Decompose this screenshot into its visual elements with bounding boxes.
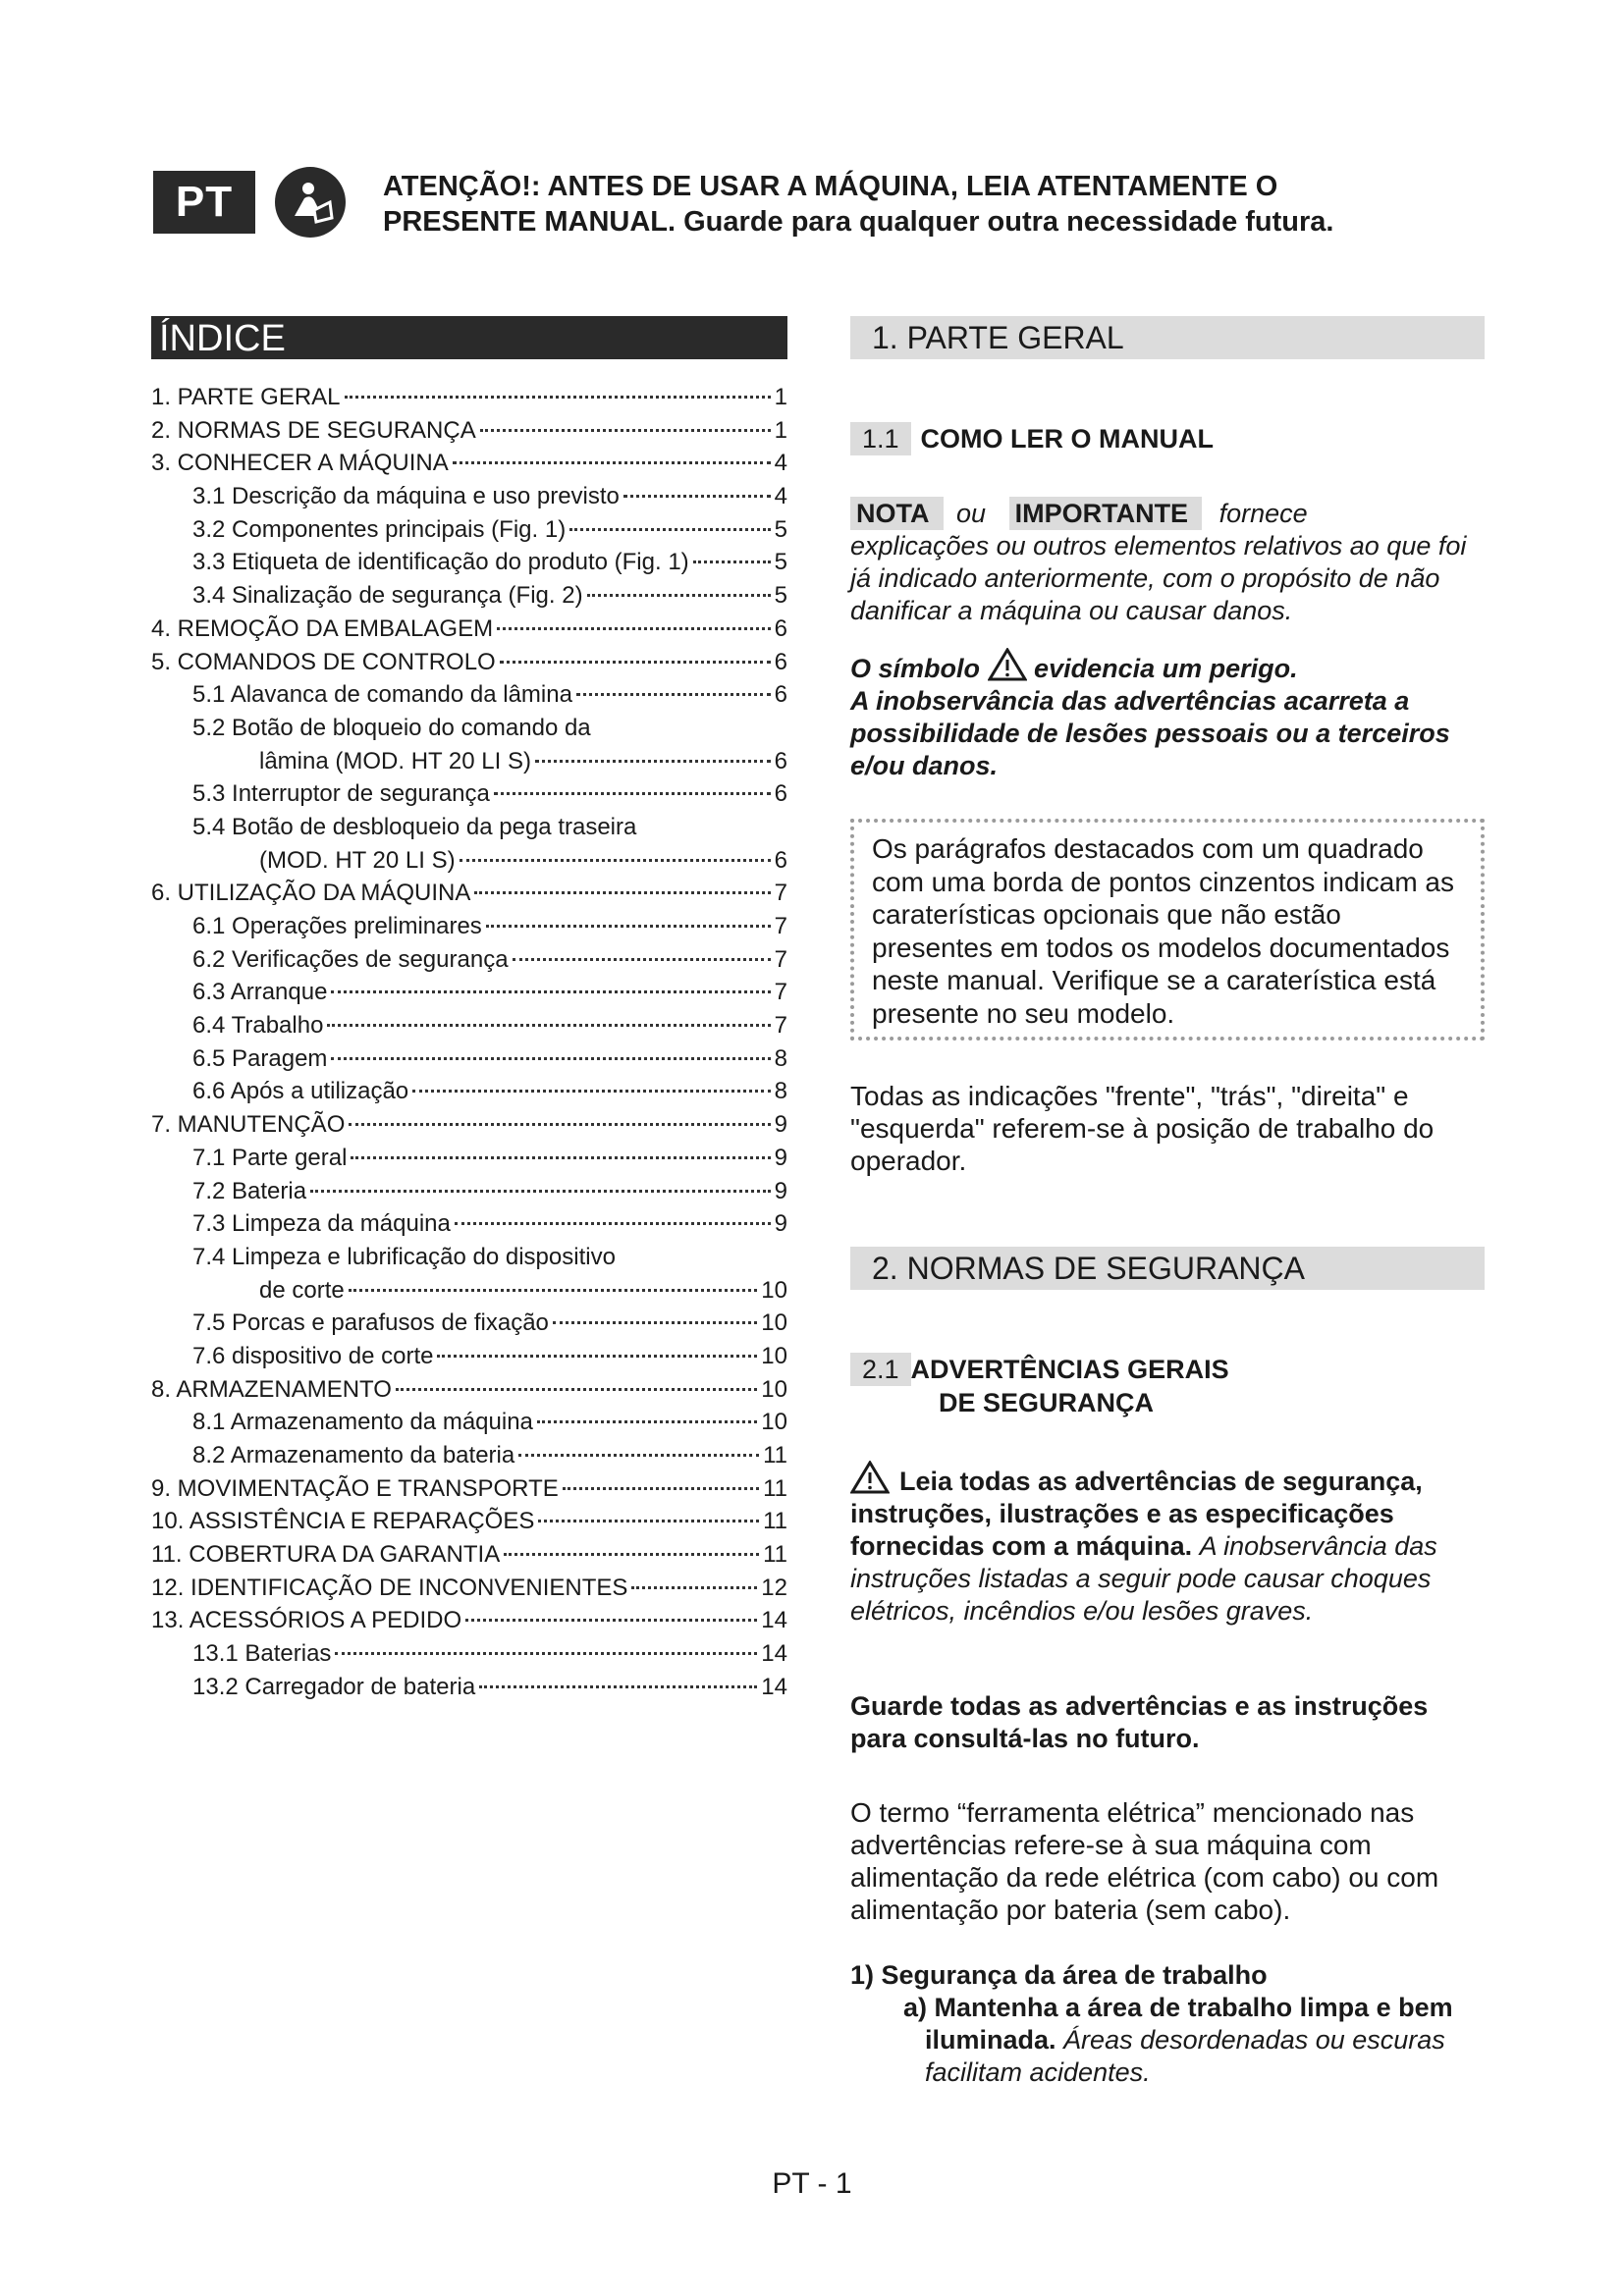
symbol-text: A inobservância das advertências acarreta a possibilidade de lesões pessoais ou a terceiros e/ou danos. xyxy=(850,686,1450,780)
toc-label: 5. COMANDOS DE CONTROLO xyxy=(151,648,496,675)
toc-label: 8. ARMAZENAMENTO xyxy=(151,1375,392,1403)
toc-page-number: 6 xyxy=(774,614,787,642)
toc-item xyxy=(151,1439,787,1472)
toc-page-number: 6 xyxy=(774,846,787,874)
toc-page-number: 9 xyxy=(774,1210,787,1238)
toc-label: 3.3 Etiqueta de identificação do produto (Fig. 1) xyxy=(192,549,689,576)
read-manual-icon xyxy=(275,167,346,238)
toc-leader-dots xyxy=(497,627,771,630)
toc-leader-dots xyxy=(693,561,771,563)
toc-page-number: 6 xyxy=(774,648,787,675)
toc-label: 6. UTILIZAÇÃO DA MÁQUINA xyxy=(151,880,471,907)
toc-leader-dots xyxy=(396,1388,757,1391)
toc-label: 12. IDENTIFICAÇÃO DE INCONVENIENTES xyxy=(151,1574,628,1601)
toc-item xyxy=(151,745,787,778)
table-of-contents xyxy=(151,381,787,1704)
toc-item xyxy=(151,1505,787,1538)
toc-page-number: 14 xyxy=(761,1640,787,1668)
toc-page-number: 10 xyxy=(761,1309,787,1337)
toc-item xyxy=(151,678,787,712)
section-2-title: 2. NORMAS DE SEGURANÇA xyxy=(850,1247,1485,1290)
toc-page-number: 5 xyxy=(774,582,787,610)
toc-leader-dots xyxy=(537,1420,757,1423)
header-line-2: PRESENTE MANUAL. Guarde para qualquer outra necessidade futura. xyxy=(383,206,1334,238)
toc-item xyxy=(151,546,787,579)
toc-label: 7.1 Parte geral xyxy=(192,1144,348,1171)
toc-page-number: 5 xyxy=(774,515,787,543)
toc-item xyxy=(151,1075,787,1108)
work-area-safety xyxy=(850,1959,1485,2089)
toc-item xyxy=(151,1207,787,1241)
toc-page-number: 7 xyxy=(774,945,787,973)
toc-label: 11. COBERTURA DA GARANTIA xyxy=(151,1541,501,1569)
toc-label: 13.2 Carregador de bateria xyxy=(192,1673,476,1700)
toc-label: 3.4 Sinalização de segurança (Fig. 2) xyxy=(192,582,583,610)
keep-instructions-paragraph xyxy=(850,1690,1485,1755)
toc-leader-dots xyxy=(513,958,771,961)
toc-leader-dots xyxy=(351,1156,770,1159)
toc-leader-dots xyxy=(310,1190,771,1193)
toc-page-number: 11 xyxy=(763,1442,787,1468)
toc-item xyxy=(151,976,787,1009)
toc-leader-dots xyxy=(587,594,771,597)
directions-text: Todas as indicações "frente", "trás", "direita" e "esquerda" referem-se à posição de trabalho do operador. xyxy=(850,1081,1435,1176)
toc-leader-dots xyxy=(331,990,770,993)
toc-leader-dots xyxy=(465,1619,757,1622)
toc-leader-dots xyxy=(623,495,771,498)
toc-page-number: 10 xyxy=(761,1276,787,1304)
toc-page-number: 8 xyxy=(774,1044,787,1072)
toc-item xyxy=(151,1274,787,1308)
section-1-title: 1. PARTE GERAL xyxy=(850,316,1485,359)
toc-item xyxy=(151,1009,787,1042)
toc-item xyxy=(151,943,787,977)
toc-item xyxy=(151,1142,787,1175)
toc-label: lâmina (MOD. HT 20 LI S) xyxy=(259,747,531,774)
toc-label: 5.3 Interruptor de segurança xyxy=(192,780,490,808)
warning-triangle-icon xyxy=(850,1461,890,1494)
toc-leader-dots xyxy=(535,760,771,763)
optional-features-box xyxy=(850,819,1485,1041)
toc-item xyxy=(151,579,787,613)
symbol-post: evidencia um perigo. xyxy=(1034,654,1298,683)
toc-page-number: 8 xyxy=(774,1078,787,1105)
importante-tag: IMPORTANTE xyxy=(1009,497,1203,530)
toc-item xyxy=(151,844,787,878)
toc-page-number: 6 xyxy=(774,747,787,774)
toc-label: 5.1 Alavanca de comando da lâmina xyxy=(192,681,572,709)
toc-item xyxy=(151,1042,787,1076)
page-number: PT - 1 xyxy=(772,2167,852,2200)
toc-label: de corte xyxy=(259,1276,345,1304)
toc-label: 7.3 Limpeza da máquina xyxy=(192,1210,451,1238)
toc-item xyxy=(151,1538,787,1572)
toc-page-number: 11 xyxy=(763,1541,787,1569)
toc-label: 1. PARTE GERAL xyxy=(151,384,341,410)
note-text: explicações ou outros elementos relativos ao que foi já indicado anteriormente, com o propósito de não danificar a máquina ou causar danos. xyxy=(850,531,1467,625)
hazard-symbol-paragraph xyxy=(850,648,1485,782)
directions-paragraph xyxy=(850,1080,1485,1177)
subsection-number: 1.1 xyxy=(850,422,911,455)
toc-label: 5.2 Botão de bloqueio do comando da xyxy=(192,714,591,741)
toc-item xyxy=(151,811,787,844)
toc-leader-dots xyxy=(576,693,771,696)
toc-leader-dots xyxy=(538,1520,759,1522)
toc-page-number: 6 xyxy=(774,780,787,808)
toc-page-number: 1 xyxy=(774,384,787,410)
toc-leader-dots xyxy=(518,1454,759,1457)
toc-item xyxy=(151,480,787,513)
toc-page-number: 11 xyxy=(763,1474,787,1502)
toc-item xyxy=(151,1241,787,1274)
toc-leader-dots xyxy=(331,1057,770,1060)
toc-page-number: 5 xyxy=(774,549,787,576)
term-text: O termo “ferramenta elétrica” mencionado nas advertências refere-se à sua máquina com alimentação da rede elétrica (com cabo) ou com alimentação por bateria (sem cabo). xyxy=(850,1797,1439,1925)
item-1a-bold: a) Mantenha a área de trabalho limpa e bem iluminada. xyxy=(903,1993,1453,2055)
toc-label: 7.6 dispositivo de corte xyxy=(192,1342,434,1369)
toc-item xyxy=(151,414,787,448)
toc-item xyxy=(151,1307,787,1340)
toc-leader-dots xyxy=(500,661,771,664)
toc-item xyxy=(151,777,787,811)
toc-leader-dots xyxy=(460,859,771,862)
toc-item xyxy=(151,712,787,745)
toc-label: 3.1 Descrição da máquina e uso previsto xyxy=(192,483,620,510)
header-warning xyxy=(383,169,1502,240)
toc-page-number: 7 xyxy=(774,1012,787,1040)
toc-label: 13. ACESSÓRIOS A PEDIDO xyxy=(151,1607,462,1634)
toc-page-number: 7 xyxy=(774,979,787,1006)
toc-leader-dots xyxy=(453,461,771,464)
toc-label: 4. REMOÇÃO DA EMBALAGEM xyxy=(151,614,494,642)
toc-page-number: 9 xyxy=(774,1177,787,1204)
toc-item xyxy=(151,513,787,547)
index-title: ÍNDICE xyxy=(151,316,787,359)
toc-label: 7.5 Porcas e parafusos de fixação xyxy=(192,1309,549,1337)
toc-label: 9. MOVIMENTAÇÃO E TRANSPORTE xyxy=(151,1474,559,1502)
toc-label: 10. ASSISTÊNCIA E REPARAÇÕES xyxy=(151,1508,535,1535)
toc-label: 13.1 Baterias xyxy=(192,1640,332,1668)
symbol-pre: O símbolo xyxy=(850,654,981,683)
subsection-2-1-heading xyxy=(850,1353,1229,1419)
item-1a-italic: Áreas desordenadas ou escuras facilitam acidentes. xyxy=(925,2025,1445,2087)
toc-label: 7.4 Limpeza e lubrificação do dispositivo xyxy=(192,1243,616,1270)
toc-leader-dots xyxy=(455,1222,771,1225)
toc-item xyxy=(151,1572,787,1605)
toc-item xyxy=(151,1671,787,1704)
toc-page-number: 12 xyxy=(761,1574,787,1601)
toc-label: 6.4 Trabalho xyxy=(192,1012,324,1040)
toc-leader-dots xyxy=(349,1289,758,1292)
toc-page-number: 10 xyxy=(761,1409,787,1436)
toc-label: 8.1 Armazenamento da máquina xyxy=(192,1409,533,1436)
toc-leader-dots xyxy=(345,396,771,399)
header-line-1: ATENÇÃO!: ANTES DE USAR A MÁQUINA, LEIA ATENTAMENTE O xyxy=(383,171,1278,202)
toc-item xyxy=(151,1108,787,1142)
language-badge: PT xyxy=(153,171,255,234)
toc-item xyxy=(151,1406,787,1439)
toc-page-number: 4 xyxy=(774,450,787,477)
nota-tag: NOTA xyxy=(850,497,944,530)
toc-leader-dots xyxy=(335,1652,757,1655)
toc-label: 6.1 Operações preliminares xyxy=(192,913,482,939)
toc-page-number: 14 xyxy=(761,1673,787,1700)
toc-page-number: 9 xyxy=(774,1111,787,1139)
subsection-title-1: ADVERTÊNCIAS GERAIS xyxy=(910,1355,1229,1384)
toc-label: 3. CONHECER A MÁQUINA xyxy=(151,450,449,477)
toc-label: 6.5 Paragem xyxy=(192,1044,328,1072)
toc-label: 6.3 Arranque xyxy=(192,979,328,1006)
toc-item xyxy=(151,1373,787,1407)
toc-leader-dots xyxy=(563,1487,759,1490)
keep-text: Guarde todas as advertências e as instruções para consultá-las no futuro. xyxy=(850,1691,1429,1753)
warning-triangle-icon xyxy=(988,648,1027,681)
toc-label: 5.4 Botão de desbloqueio da pega traseira xyxy=(192,813,637,840)
term-paragraph xyxy=(850,1796,1485,1926)
toc-item xyxy=(151,1604,787,1637)
toc-leader-dots xyxy=(479,1685,757,1688)
toc-label: 2. NORMAS DE SEGURANÇA xyxy=(151,416,476,444)
toc-page-number: 1 xyxy=(774,416,787,444)
toc-item xyxy=(151,646,787,679)
ou-word: ou xyxy=(956,499,987,528)
toc-leader-dots xyxy=(474,891,770,894)
toc-leader-dots xyxy=(480,429,771,432)
toc-label: (MOD. HT 20 LI S) xyxy=(259,846,456,874)
toc-leader-dots xyxy=(437,1355,757,1358)
toc-label: 3.2 Componentes principais (Fig. 1) xyxy=(192,515,567,543)
toc-leader-dots xyxy=(412,1090,770,1093)
toc-page-number: 14 xyxy=(761,1607,787,1634)
toc-leader-dots xyxy=(494,792,771,795)
toc-leader-dots xyxy=(327,1024,770,1027)
toc-page-number: 4 xyxy=(774,483,787,510)
toc-page-number: 6 xyxy=(774,681,787,709)
toc-label: 6.2 Verificações de segurança xyxy=(192,945,509,973)
toc-label: 8.2 Armazenamento da bateria xyxy=(192,1442,515,1468)
toc-label: 7. MANUTENÇÃO xyxy=(151,1111,346,1139)
subsection-title: COMO LER O MANUAL xyxy=(920,424,1215,454)
toc-page-number: 11 xyxy=(763,1508,787,1535)
toc-item xyxy=(151,1472,787,1506)
subsection-title-2: DE SEGURANÇA xyxy=(939,1388,1155,1417)
toc-leader-dots xyxy=(553,1321,757,1324)
toc-page-number: 7 xyxy=(774,913,787,939)
toc-page-number: 10 xyxy=(761,1375,787,1403)
note-paragraph xyxy=(850,497,1485,627)
toc-leader-dots xyxy=(631,1586,757,1589)
toc-item xyxy=(151,877,787,910)
general-warning-paragraph xyxy=(850,1461,1485,1628)
warning-italic: A inobservância das instruções listadas a seguir pode causar choques elétricos, incêndios e/ou lesões graves. xyxy=(850,1531,1437,1626)
toc-item xyxy=(151,381,787,414)
toc-leader-dots xyxy=(569,528,770,531)
toc-page-number: 10 xyxy=(761,1342,787,1369)
toc-leader-dots xyxy=(349,1123,770,1126)
fornece-word: fornece xyxy=(1218,499,1308,528)
subsection-number: 2.1 xyxy=(850,1353,911,1386)
toc-item xyxy=(151,1175,787,1208)
toc-label: 7.2 Bateria xyxy=(192,1177,307,1204)
toc-item xyxy=(151,1637,787,1671)
toc-item xyxy=(151,1340,787,1373)
toc-item xyxy=(151,447,787,480)
toc-leader-dots xyxy=(504,1553,759,1556)
subsection-1-1-heading xyxy=(850,422,1214,455)
toc-item xyxy=(151,613,787,646)
toc-item xyxy=(151,910,787,943)
toc-label: 6.6 Após a utilização xyxy=(192,1078,409,1105)
toc-leader-dots xyxy=(486,925,771,928)
box-text: Os parágrafos destacados com um quadrado com uma borda de pontos cinzentos indicam as caraterísticas opcionais que não estão presentes em todos os modelos documentados neste manual. Verifique se a caraterística está presente no seu modelo. xyxy=(872,833,1454,1029)
toc-page-number: 9 xyxy=(774,1144,787,1171)
item-1-title: 1) Segurança da área de trabalho xyxy=(850,1960,1268,1990)
toc-page-number: 7 xyxy=(774,880,787,907)
warning-bold: Leia todas as advertências de segurança, instruções, ilustrações e as especificações fornecidas com a máquina. xyxy=(850,1467,1423,1561)
